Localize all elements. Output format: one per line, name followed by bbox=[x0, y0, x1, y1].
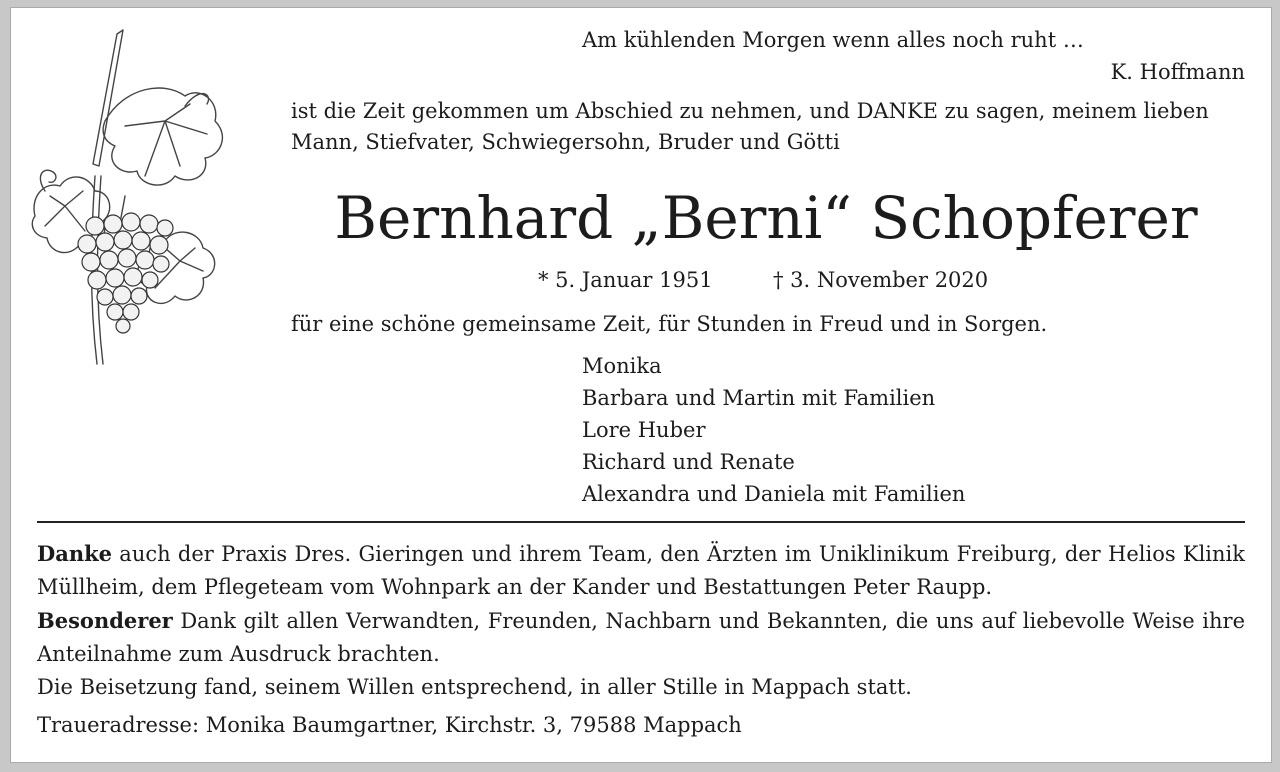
obituary-card bbox=[10, 7, 1272, 763]
death-date: † 3. November 2020 bbox=[773, 268, 989, 292]
thanks-bold: Danke bbox=[37, 541, 112, 566]
special-thanks-paragraph bbox=[37, 604, 1245, 671]
mourning-address: Traueradresse: Monika Baumgartner, Kirchstr. 3, 79588 Mappach bbox=[37, 713, 742, 737]
family-member: Lore Huber bbox=[582, 418, 706, 442]
special-thanks-bold: Besonderer bbox=[37, 608, 173, 633]
family-member: Barbara und Martin mit Familien bbox=[582, 386, 936, 410]
deceased-name: Bernhard „Berni“ Schopferer bbox=[334, 184, 1198, 252]
birth-date: * 5. Januar 1951 bbox=[538, 268, 713, 292]
memory-line: für eine schöne gemeinsame Zeit, für Stunden in Freud und in Sorgen. bbox=[291, 312, 1048, 336]
thanks-text: auch der Praxis Dres. Gieringen und ihrem Team, den Ärzten im Uniklinikum Freiburg, der Helios Klinik Müllheim, dem Pflegeteam vom Wohnpark an der Kander und Bestattungen Peter Raupp. bbox=[37, 542, 1245, 599]
burial-note: Die Beisetzung fand, seinem Willen entsprechend, in aller Stille in Mappach statt. bbox=[37, 675, 912, 699]
family-member: Alexandra und Daniela mit Familien bbox=[582, 482, 966, 506]
divider bbox=[37, 521, 1245, 523]
family-list bbox=[582, 350, 965, 510]
thanks-section bbox=[37, 537, 1245, 704]
special-thanks-text: Dank gilt allen Verwandten, Freunden, Nachbarn und Bekannten, die uns auf liebevolle Weise ihre Anteilnahme zum Ausdruck brachten. bbox=[37, 609, 1245, 666]
family-member: Monika bbox=[582, 354, 662, 378]
intro-text: ist die Zeit gekommen um Abschied zu nehmen, und DANKE zu sagen, meinem lieben Mann, Stiefvater, Schwiegersohn, Bruder und Götti bbox=[291, 99, 1209, 154]
quote-author: K. Hoffmann bbox=[1110, 60, 1245, 84]
family-member: Richard und Renate bbox=[582, 450, 795, 474]
quote-text: Am kühlenden Morgen wenn alles noch ruht … bbox=[582, 28, 1084, 52]
thanks-paragraph bbox=[37, 537, 1245, 604]
